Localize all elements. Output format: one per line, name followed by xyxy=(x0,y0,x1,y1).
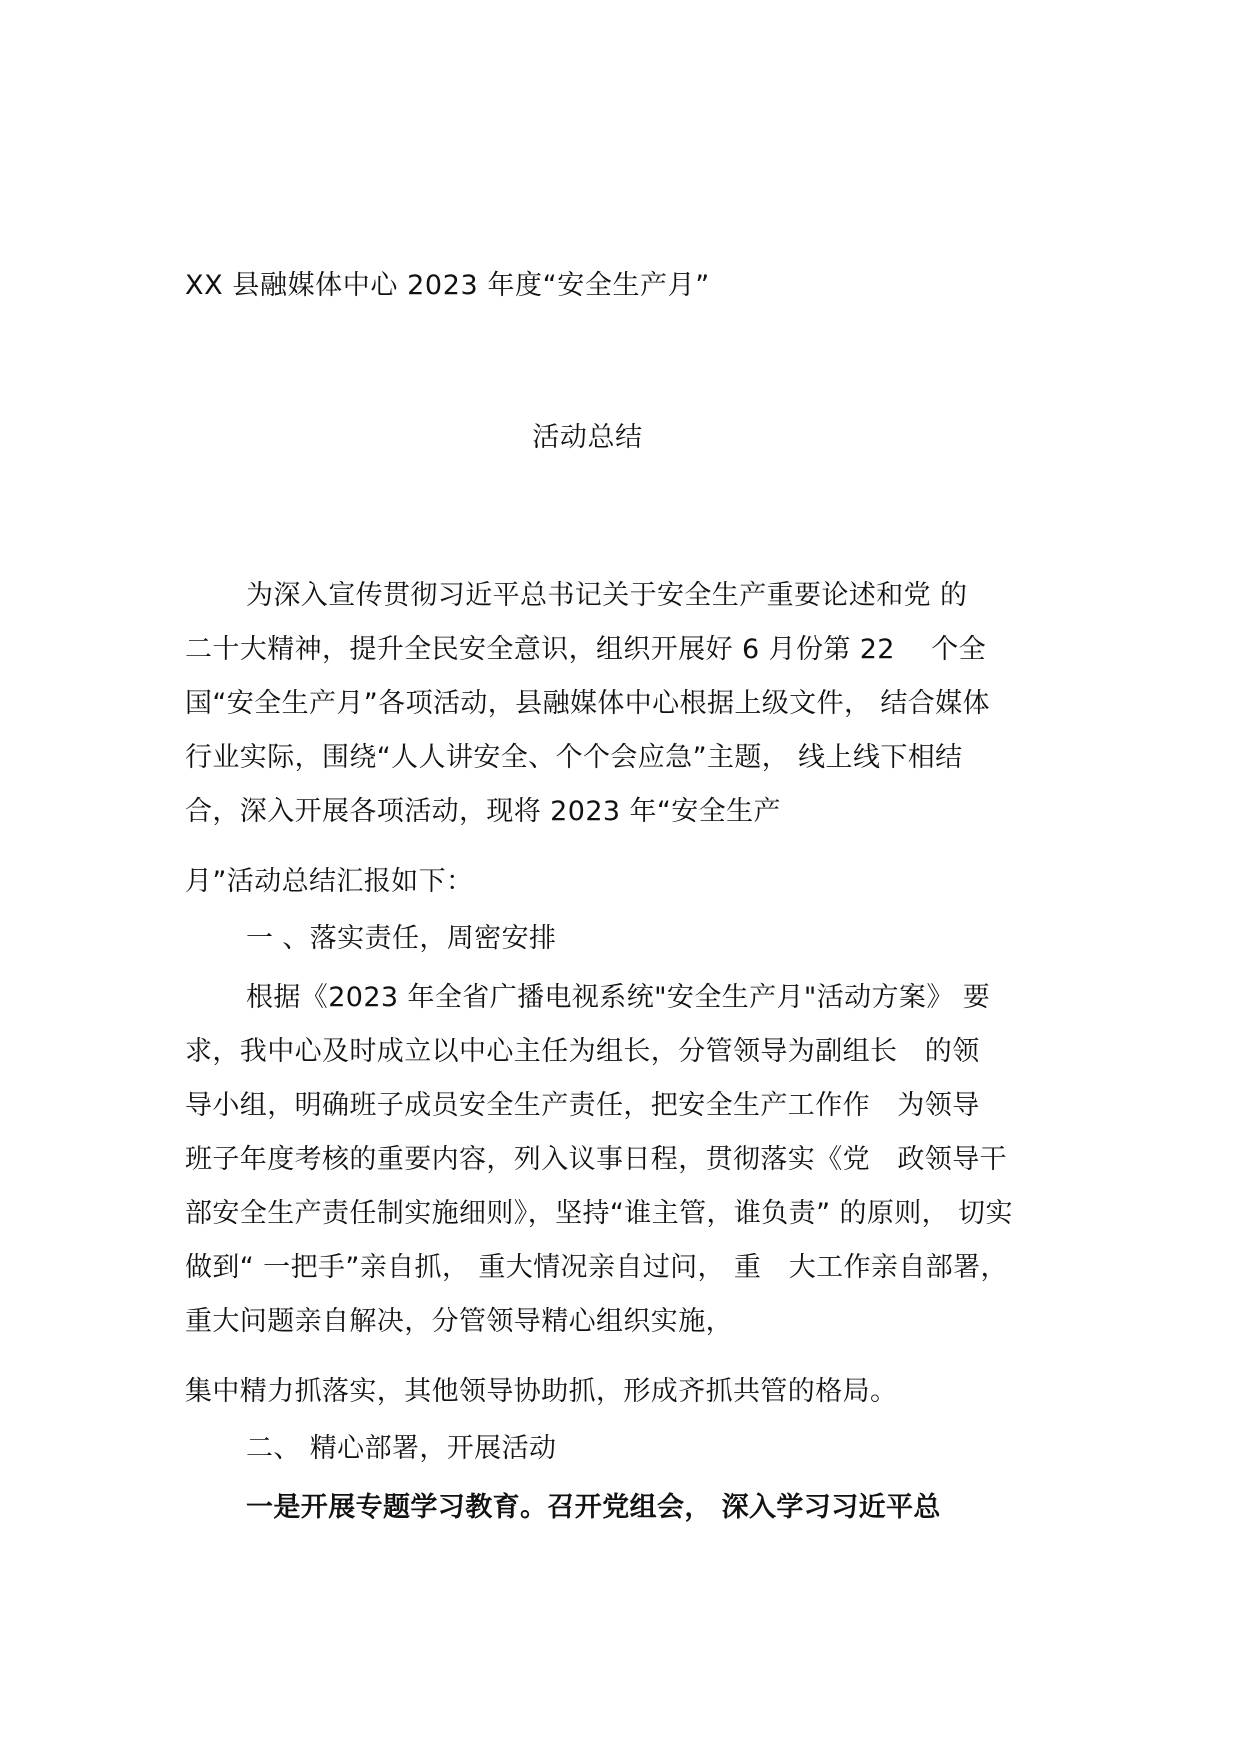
document-title-line-1: XX 县融媒体中心 2023 年度“安全生产月” xyxy=(185,270,710,301)
paragraph-1-line-5: 合，深入开展各项活动，现将 2023 年“安全生产 xyxy=(185,796,781,827)
paragraph-2-line-4: 班子年度考核的重要内容，列入议事日程，贯彻落实《党 政领导干 xyxy=(185,1144,1007,1175)
paragraph-1-line-6: 月”活动总结汇报如下： xyxy=(185,866,474,897)
paragraph-1-line-2: 二十大精神，提升全民安全意识，组织开展好 6 月份第 22 个全 xyxy=(185,634,987,665)
paragraph-2-line-5: 部安全生产责任制实施细则》，坚持“谁主管，谁负责” 的原则， 切实 xyxy=(185,1198,1013,1229)
paragraph-2-line-1: 根据《2023 年全省广播电视系统"安全生产月"活动方案》 要 xyxy=(246,982,991,1013)
paragraph-3-line-1: 一是开展专题学习教育。召开党组会， 深入学习习近平总 xyxy=(246,1492,941,1523)
paragraph-2-line-2: 求，我中心及时成立以中心主任为组长，分管领导为副组长 的领 xyxy=(185,1036,980,1067)
section-1-heading: 一 、落实责任，周密安排 xyxy=(246,923,557,954)
paragraph-1-line-4: 行业实际，围绕“人人讲安全、个个会应急”主题， 线上线下相结 xyxy=(185,742,963,773)
section-2-heading: 二、 精心部署，开展活动 xyxy=(246,1433,557,1464)
paragraph-2-line-8: 集中精力抓落实，其他领导协助抓，形成齐抓共管的格局。 xyxy=(185,1376,898,1407)
document-title-line-2: 活动总结 xyxy=(532,422,643,453)
paragraph-2-line-6: 做到“ 一把手”亲自抓， 重大情况亲自过问， 重 大工作亲自部署， xyxy=(185,1252,1008,1283)
paragraph-2-line-3: 导小组，明确班子成员安全生产责任，把安全生产工作作 为领导 xyxy=(185,1090,980,1121)
paragraph-1-line-1: 为深入宣传贯彻习近平总书记关于安全生产重要论述和党 的 xyxy=(246,580,968,611)
paragraph-1-line-3: 国“安全生产月”各项活动，县融媒体中心根据上级文件， 结合媒体 xyxy=(185,688,990,719)
paragraph-2-line-7: 重大问题亲自解决，分管领导精心组织实施， xyxy=(185,1306,733,1337)
